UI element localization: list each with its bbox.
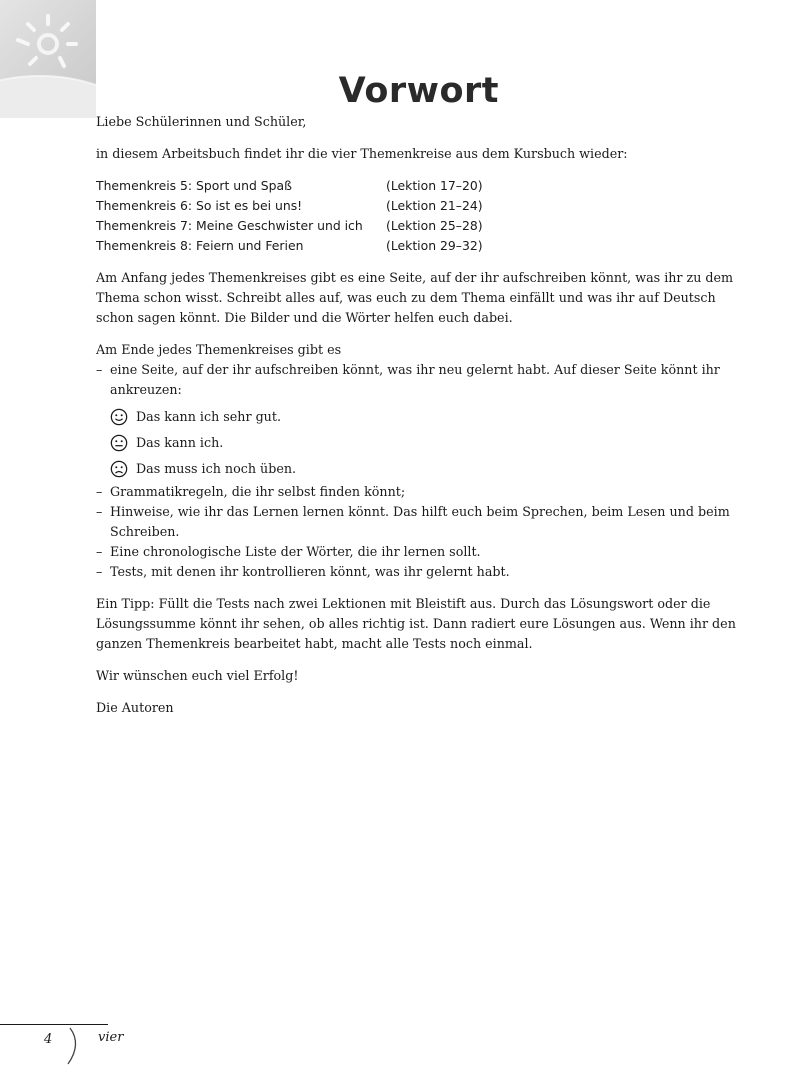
themenkreis-row — [96, 176, 483, 196]
sun-icon — [0, 0, 96, 118]
rating-label: Das kann ich sehr gut. — [136, 409, 281, 424]
list-item — [96, 360, 736, 482]
closing-line: Wir wünschen euch viel Erfolg! — [96, 668, 299, 683]
themenkreis-lektion: (Lektion 17–20) — [386, 178, 483, 193]
list-item: – Tests, mit denen ihr kontrollieren könnt, was ihr gelernt habt. — [96, 562, 736, 582]
tipp-paragraph: Ein Tipp: Füllt die Tests nach zwei Lektionen mit Bleistift aus. Durch das Lösungswort oder die Lösungssumme könnt ihr sehen, ob alles richtig ist. Dann radiert eure Lösungen aus. Wenn ihr den ganzen Themenkreis bearbeitet habt, macht alle Tests noch einmal. — [96, 596, 736, 651]
themenkreis-lektion: (Lektion 21–24) — [386, 198, 483, 213]
themenkreis-table — [96, 176, 483, 256]
list-item: – Eine chronologische Liste der Wörter, die ihr lernen sollt. — [96, 542, 736, 562]
intro-paragraph: in diesem Arbeitsbuch findet ihr die vier Themenkreise aus dem Kursbuch wieder: — [96, 146, 628, 161]
list-item: – Grammatikregeln, die ihr selbst finden könnt; — [96, 482, 736, 502]
greeting: Liebe Schülerinnen und Schüler, — [96, 114, 307, 129]
neutral-face-icon — [110, 434, 128, 452]
ende-intro: Am Ende jedes Themenkreises gibt es — [96, 342, 342, 357]
rating-label: Das kann ich. — [136, 435, 224, 450]
page-word: vier — [98, 1030, 124, 1045]
themenkreis-name: Themenkreis 7: Meine Geschwister und ich — [96, 218, 363, 233]
themenkreis-lektion: (Lektion 29–32) — [386, 238, 483, 253]
rating-label: Das muss ich noch üben. — [136, 461, 297, 476]
page-title: Vorwort — [338, 71, 499, 112]
corner-decoration — [0, 0, 96, 118]
footer-rule — [0, 1024, 108, 1025]
themenkreis-name: Themenkreis 5: Sport und Spaß — [96, 178, 292, 193]
page-curl-icon — [56, 1024, 86, 1068]
list-item-text: eine Seite, auf der ihr aufschreiben könnt, was ihr neu gelernt habt. Auf dieser Seite könnt ihr ankreuzen: — [110, 362, 720, 397]
sad-face-icon — [110, 460, 128, 478]
list-item: – Hinweise, wie ihr das Lernen lernen könnt. Das hilft euch beim Sprechen, beim Lesen und beim Schreiben. — [96, 502, 736, 542]
main-content — [96, 112, 736, 718]
rating-list — [110, 404, 736, 482]
rating-row — [110, 404, 736, 430]
themenkreis-lektion: (Lektion 25–28) — [386, 218, 483, 233]
rating-row — [110, 456, 736, 482]
signature: Die Autoren — [96, 700, 174, 715]
themenkreis-name: Themenkreis 8: Feiern und Ferien — [96, 238, 304, 253]
themenkreis-row — [96, 196, 483, 216]
themenkreis-row — [96, 216, 483, 236]
happy-face-icon — [110, 408, 128, 426]
themenkreis-row — [96, 236, 483, 256]
themenkreis-name: Themenkreis 6: So ist es bei uns! — [96, 198, 303, 213]
page-number: 4 — [44, 1032, 53, 1047]
rating-row — [110, 430, 736, 456]
ende-list — [96, 360, 736, 582]
anfang-paragraph: Am Anfang jedes Themenkreises gibt es eine Seite, auf der ihr aufschreiben könnt, was ihr zu dem Thema schon wisst. Schreibt alles auf, was euch zu dem Thema einfällt und was ihr auf Deutsch schon sagen könnt. Die Bilder und die Wörter helfen euch dabei. — [96, 270, 734, 325]
